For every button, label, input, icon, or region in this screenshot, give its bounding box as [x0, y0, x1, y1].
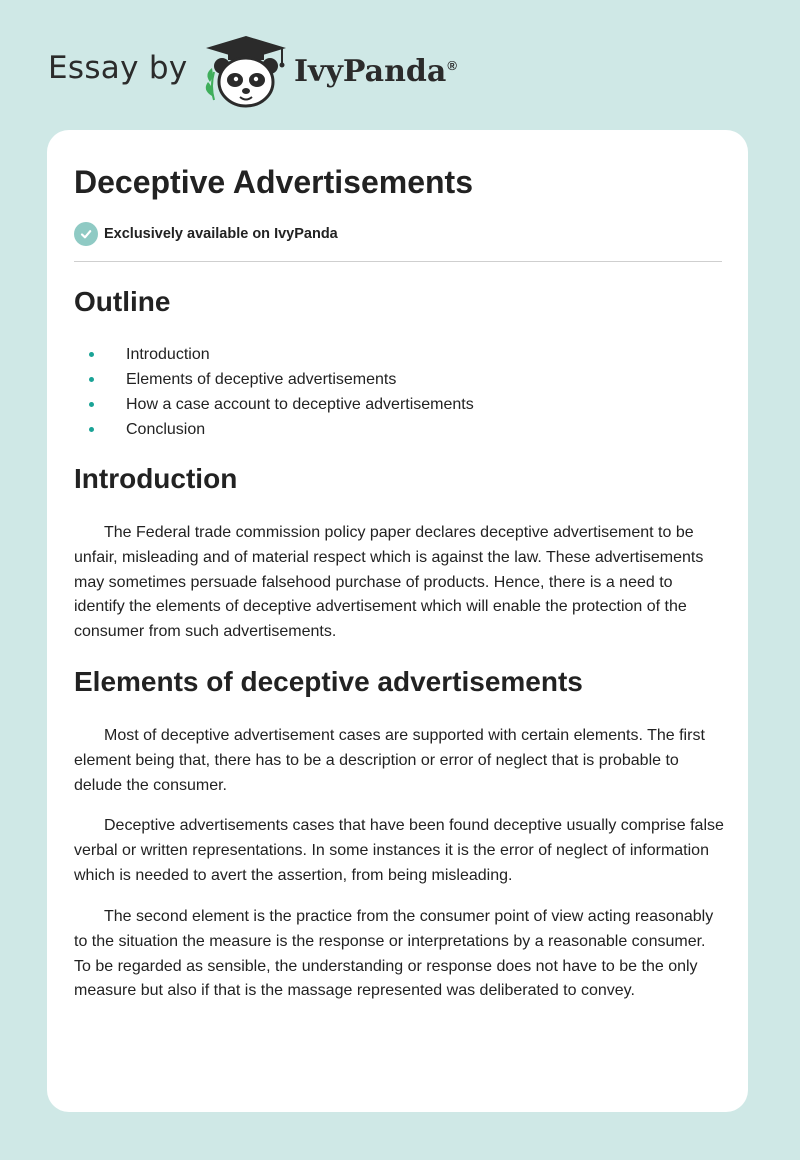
essay-card — [47, 130, 748, 1112]
bullet-icon — [89, 352, 94, 357]
site-header — [48, 30, 748, 110]
registered-mark: ® — [447, 58, 457, 73]
exclusive-badge — [74, 222, 338, 246]
outline-item[interactable] — [74, 394, 474, 419]
outline-heading: Outline — [74, 286, 171, 317]
introduction-heading: Introduction — [74, 463, 238, 494]
brand-name: IvyPanda — [294, 54, 447, 89]
exclusive-badge-label: Exclusively available on IvyPanda — [104, 226, 338, 242]
elements-paragraph-3: The second element is the practice from the consumer point of view acting reasonably to the situation the measure is the response or interpretations by a reasonable consumer. To be regarded as sensible, the understanding or response does not have to be the only measure but also if that is the massage represented was deliberated to convey. — [74, 908, 714, 1000]
outline-item-label: How a case account to deceptive advertisements — [126, 396, 474, 413]
bullet-icon — [89, 402, 94, 407]
outline-item-label: Conclusion — [126, 421, 206, 438]
outline-item[interactable] — [74, 419, 474, 444]
outline-item-label: Elements of deceptive advertisements — [126, 371, 397, 388]
essay-by-label: Essay by — [48, 50, 188, 86]
elements-heading: Elements of deceptive advertisements — [74, 666, 583, 697]
title-divider — [74, 261, 722, 262]
elements-paragraph-2: Deceptive advertisements cases that have been found deceptive usually comprise false verbal or written representations. In some instances it is the error of neglect of information which is needed to avert the assertion, from being misleading. — [74, 817, 724, 884]
bullet-icon — [89, 377, 94, 382]
brand-wordmark[interactable] — [294, 54, 457, 89]
outline-item-label: Introduction — [126, 346, 210, 363]
check-icon — [74, 222, 98, 246]
introduction-paragraph: The Federal trade commission policy paper declares deceptive advertisement to be unfair, misleading and of material respect which is against the law. These advertisements may sometimes persuade falsehood purchase of products. Hence, there is a need to identify the elements of deceptive advertisement which will enable the protection of the consumer from such advertisements. — [74, 524, 704, 641]
essay-title: Deceptive Advertisements — [74, 164, 473, 200]
elements-paragraph-1: Most of deceptive advertisement cases are supported with certain elements. The first element being that, there has to be a description or error of neglect that is probable to delude the consumer. — [74, 727, 705, 794]
panda-logo-icon[interactable] — [200, 34, 292, 110]
bullet-icon — [89, 427, 94, 432]
outline-item[interactable] — [74, 369, 474, 394]
outline-list — [74, 344, 474, 444]
outline-item[interactable] — [74, 344, 474, 369]
